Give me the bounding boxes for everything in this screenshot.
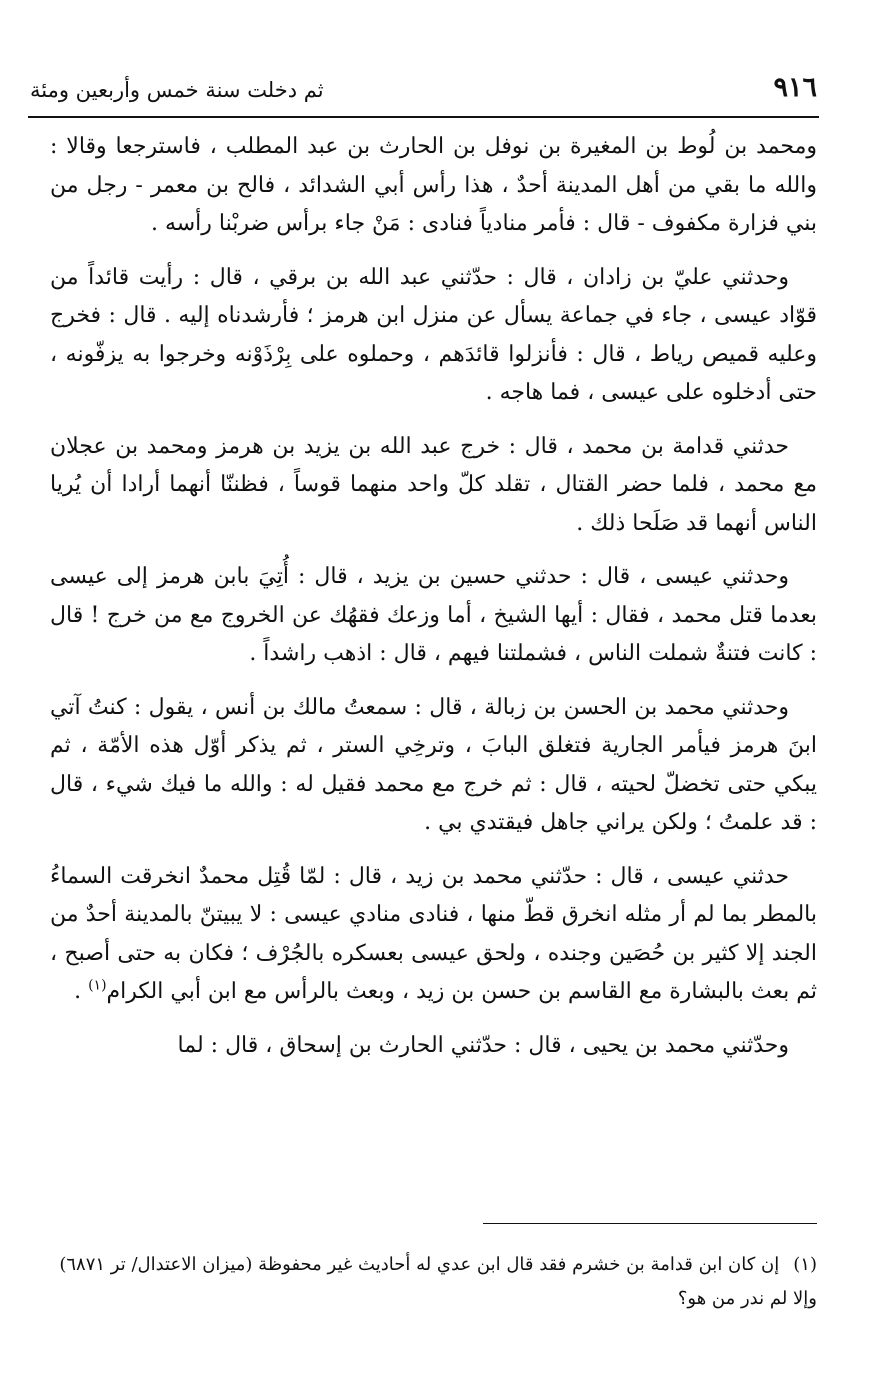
paragraph-1: ومحمد بن لُوط بن المغيرة بن نوفل بن الحارث بن عبد المطلب ، فاسترجعا وقالا : والله ما بقي من أهل المدينة أحدٌ ، هذا رأس أبي الشدائد ، فالح بن معمر - رجل من بني فزارة مكفوف - قال : فأمر منادياً فنادى : مَنْ جاء برأس ضربْنا رأسه . — [50, 134, 817, 236]
page-header — [30, 68, 817, 112]
paragraph-6-tail: . — [74, 979, 89, 1004]
footnotes — [50, 1248, 817, 1316]
paragraph-6 — [50, 858, 817, 1012]
main-text — [50, 128, 817, 1080]
paragraph-6-text: حدثني عيسى ، قال : حدّثني محمد بن زيد ، قال : لمّا قُتِل محمدٌ انخرقت السماءُ بالمطر بما لم أر مثله انخرق قطّ منها ، فنادى منادي عيسى : لا يبيتنّ بالمدينة أحدٌ من الجند إلا كثير بن حُصَين وجنده ، ولحق عيسى بعسكره بالجُرْف ؛ فكان به حتى أصبح ، ثم بعث بالبشارة مع القاسم بن حسن بن زيد ، وبعث بالرأس مع ابن أبي الكرام — [50, 863, 817, 1004]
footnote-text: إن كان ابن قدامة بن خشرم فقد قال ابن عدي له أحاديث غير محفوظة (ميزان الاعتدال/ تر ٦٨٧١) وإلا لم ندر من هو؟ — [59, 1254, 817, 1309]
footnote-1 — [50, 1248, 817, 1316]
paragraph-5: وحدثني محمد بن الحسن بن زبالة ، قال : سمعتُ مالك بن أنس ، يقول : كنتُ آتي ابنَ هرمز فيأمر الجارية فتغلق البابَ ، وترخِي الستر ، ثم يذكر أوّل هذه الأمّة ، ثم يبكي حتى تخضلّ لحيته ، قال : ثم خرج مع محمد فقيل له : والله ما فيك شيء ، قال : قد علمتُ ؛ ولكن يراني جاهل فيقتدي بي . — [50, 694, 817, 835]
running-head: ثم دخلت سنة خمس وأربعين ومئة — [30, 78, 324, 102]
footnote-number: (١) — [793, 1254, 817, 1275]
paragraph-3: حدثني قدامة بن محمد ، قال : خرج عبد الله بن يزيد بن هرمز ومحمد بن عجلان مع محمد ، فلما حضر القتال ، تقلد كلّ واحد منهما قوساً ، فظننّا أنهما أرادا أن يُريا الناس أنهما قد صَلَحا ذلك . — [50, 433, 817, 536]
footnote-rule — [483, 1223, 817, 1224]
footnote-reference[interactable]: (١) — [88, 977, 107, 994]
paragraph-4: وحدثني عيسى ، قال : حدثني حسين بن يزيد ، قال : أُتِيَ بابن هرمز إلى عيسى بعدما قتل محمد ، فقال : أيها الشيخ ، أما وزعك فقهُك عن الخروج مع من خرج ! قال : كانت فتنةٌ شملت الناس ، فشملتنا فيهم ، قال : اذهب راشداً . — [50, 564, 817, 666]
paragraph-7: وحدّثني محمد بن يحيى ، قال : حدّثني الحارث بن إسحاق ، قال : لما — [177, 1032, 789, 1058]
header-rule — [28, 116, 819, 118]
paragraph-2: وحدثني عليّ بن زادان ، قال : حدّثني عبد الله بن برقي ، قال : رأيت قائداً من قوّاد عيسى ، جاء في جماعة يسأل عن منزل ابن هرمز ؛ فأرشدناه إليه . قال : فخرج وعليه قميص رياط ، قال : فأنزلوا قائدَهم ، وحملوه على بِرْذَوْنه وخرجوا به يزفّونه ، حتى أدخلوه على عيسى ، فما هاجه . — [50, 264, 817, 405]
page-number: ٩١٦ — [773, 72, 817, 103]
